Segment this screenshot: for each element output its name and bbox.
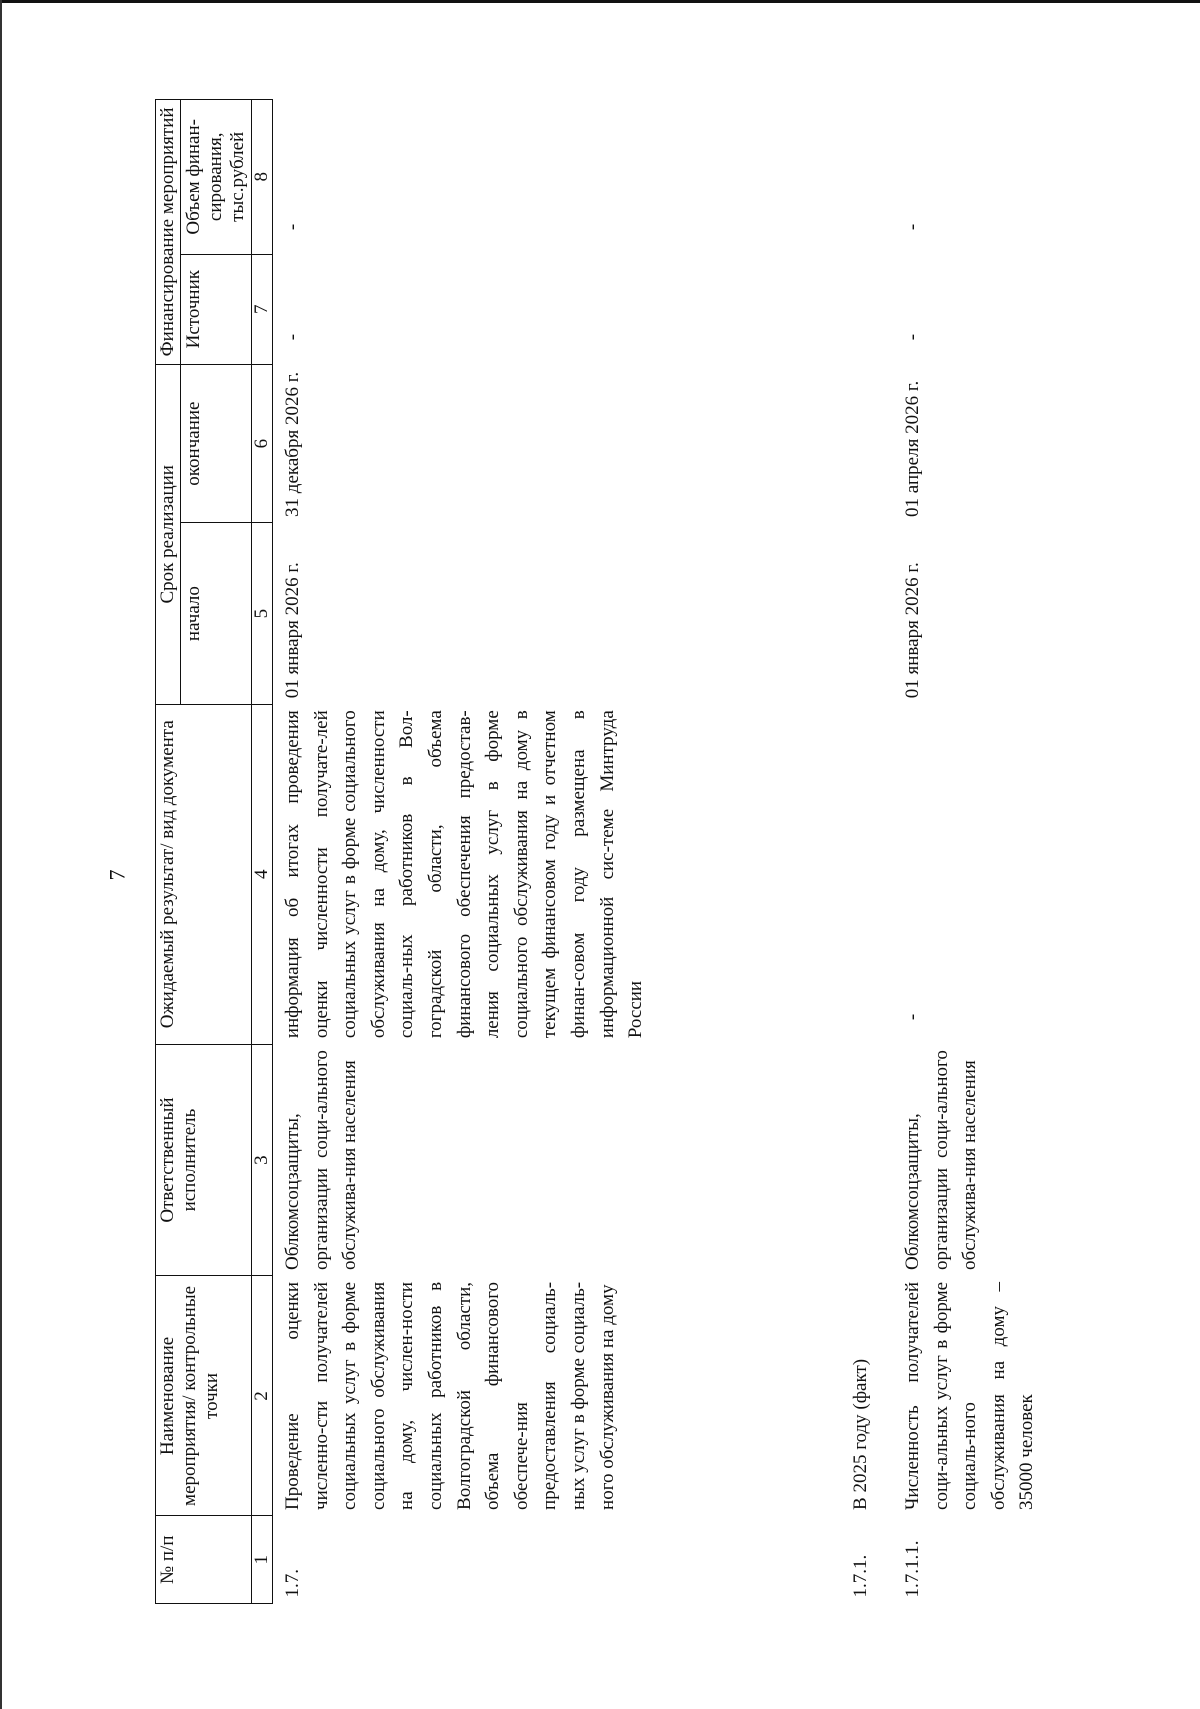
column-number: 8 (252, 100, 273, 255)
row-start: 01 января 2026 г. (902, 562, 923, 699)
column-number: 3 (252, 1044, 273, 1276)
row-result: информация об итогах проведения оценки численности получате-лей социальных услуг в форме социального обслуживания на дому, численности социаль-ных работников в Вол-гоградской области, объема финансового обеспечения предостав-ления социальных услуг в форме социального обслуживания на дому в текущем финансовом году и отчетном финан-совом году размещена в информационной сис-теме Минтруда России (282, 710, 647, 1039)
page-number: 7 (104, 869, 130, 881)
header-volume: Объем финан-сирования, тыс.рублей (181, 100, 252, 255)
header-result: Ожидаемый результат/ вид документа (156, 704, 252, 1044)
row-num: 1.7.1. (850, 1554, 871, 1598)
row-executor: Облкомсоцзащиты, организации соци-ального обслужива-ния населения (902, 1050, 981, 1270)
header-financing: Финансирование мероприятий (156, 100, 181, 365)
header-name: Наименование мероприятия/ контрольные точки (156, 1276, 252, 1516)
header-period: Срок реализации (156, 364, 181, 704)
column-number: 4 (252, 704, 273, 1044)
table-row (273, 100, 840, 1604)
header-period-end: окончание (181, 364, 252, 523)
header-period-start: начало (181, 523, 252, 704)
row-source: - (902, 333, 923, 341)
row-end: 31 декабря 2026 г. (282, 371, 303, 517)
row-volume: - (902, 223, 923, 231)
row-name: В 2025 году (факт) (850, 1358, 871, 1510)
row-num: 1.7. (282, 1569, 303, 1598)
column-number: 7 (252, 254, 273, 364)
row-name: Проведение оценки численно-сти получателей социальных услуг в форме социального обслуживания на дому, числен-ности социальных работников в Волгоградской области, объема финансового обеспече-ния предоставления социаль-ных услуг в форме социаль-ного обслуживания на дому (282, 1281, 618, 1510)
table-row (839, 100, 899, 1604)
column-number: 2 (252, 1276, 273, 1516)
column-number: 5 (252, 523, 273, 704)
scan-left-edge (0, 0, 2, 1709)
table-row (899, 100, 1042, 1604)
row-num: 1.7.1.1. (902, 1540, 923, 1598)
column-number: 1 (252, 1516, 273, 1604)
scan-top-edge (0, 0, 1200, 3)
header-source: Источник (181, 254, 252, 364)
row-end: 01 апреля 2026 г. (902, 380, 923, 517)
row-result: - (902, 1013, 923, 1021)
rotated-table-sheet (155, 99, 1200, 1604)
column-numbers-row (252, 100, 273, 1604)
header-num: № п/п (156, 1516, 252, 1604)
row-source: - (282, 333, 303, 341)
row-executor: Облкомсоцзащиты, организации соци-ального обслужива-ния населения (282, 1050, 361, 1270)
row-volume: - (282, 223, 303, 231)
row-start: 01 января 2026 г. (282, 562, 303, 699)
plan-table (155, 99, 1042, 1604)
row-name: Численность получателей соци-альных услуг в форме социаль-ного обслуживания на дому – 35000 человек (902, 1281, 1038, 1510)
column-number: 6 (252, 364, 273, 523)
header-executor: Ответственный исполнитель (156, 1044, 252, 1276)
